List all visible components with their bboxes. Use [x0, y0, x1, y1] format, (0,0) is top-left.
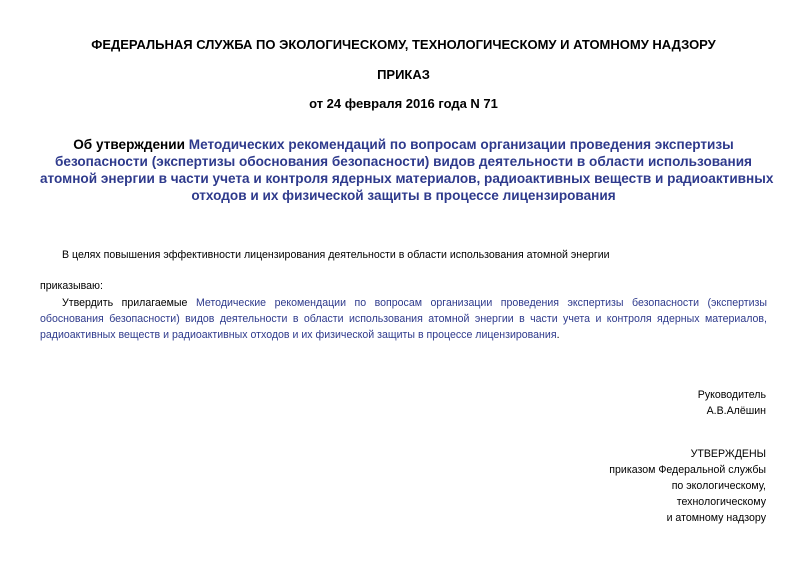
signature-name: А.В.Алёшин — [706, 405, 766, 417]
signature-block — [698, 387, 766, 419]
title-line-4[interactable]: отходов и их физической защиты в процессе лицензирования — [191, 188, 616, 203]
approval-line-1: приказом Федеральной службы — [609, 464, 766, 476]
order-word: приказываю: — [40, 280, 103, 292]
title-line-3[interactable]: атомной энергии в части учета и контроля ядерных материалов, радиоактивных веществ и радиоактивных — [40, 171, 774, 186]
title-prefix: Об утверждении — [73, 137, 189, 152]
doc-type-heading: ПРИКАЗ — [377, 67, 430, 82]
paragraph-line-3 — [40, 327, 767, 343]
signature-position: Руководитель — [697, 389, 766, 401]
approval-heading: УТВЕРЖДЕНЫ — [690, 448, 766, 460]
preamble-text: В целях повышения эффективности лицензирования деятельности в области использования атомной энергии — [62, 249, 610, 261]
paragraph-link-line-2[interactable]: обоснования безопасности) видов деятельности в области использования атомной энергии в части учета и контроля ядерных материалов, — [40, 313, 767, 325]
order-paragraph — [40, 295, 767, 343]
approval-line-2: по экологическому, — [671, 480, 766, 492]
title-line-1 — [40, 136, 767, 153]
agency-heading: ФЕДЕРАЛЬНАЯ СЛУЖБА ПО ЭКОЛОГИЧЕСКОМУ, ТЕХНОЛОГИЧЕСКОМУ И АТОМНОМУ НАДЗОРУ — [91, 37, 716, 52]
date-number-heading: от 24 февраля 2016 года N 71 — [309, 96, 498, 111]
order-title — [40, 136, 774, 204]
approval-line-4: и атомному надзору — [666, 512, 766, 524]
title-link-methodical-recommendations[interactable]: Методических рекомендаций по вопросам организации проведения экспертизы — [188, 137, 734, 152]
approval-block — [609, 446, 766, 526]
approval-line-3: технологическому — [676, 496, 766, 508]
paragraph-link-line-3[interactable]: радиоактивных веществ и радиоактивных отходов и их физической защиты в процессе лицензирования — [40, 329, 557, 341]
title-line-2[interactable]: безопасности (экспертизы обоснования безопасности) видов деятельности в области использования — [55, 154, 752, 169]
paragraph-link-line-1[interactable]: Методические рекомендации по вопросам организации проведения экспертизы безопасности (экспертизы — [195, 297, 767, 309]
paragraph-line-1 — [40, 295, 767, 311]
paragraph-suffix: . — [556, 329, 560, 341]
paragraph-prefix: Утвердить прилагаемые — [62, 297, 196, 309]
